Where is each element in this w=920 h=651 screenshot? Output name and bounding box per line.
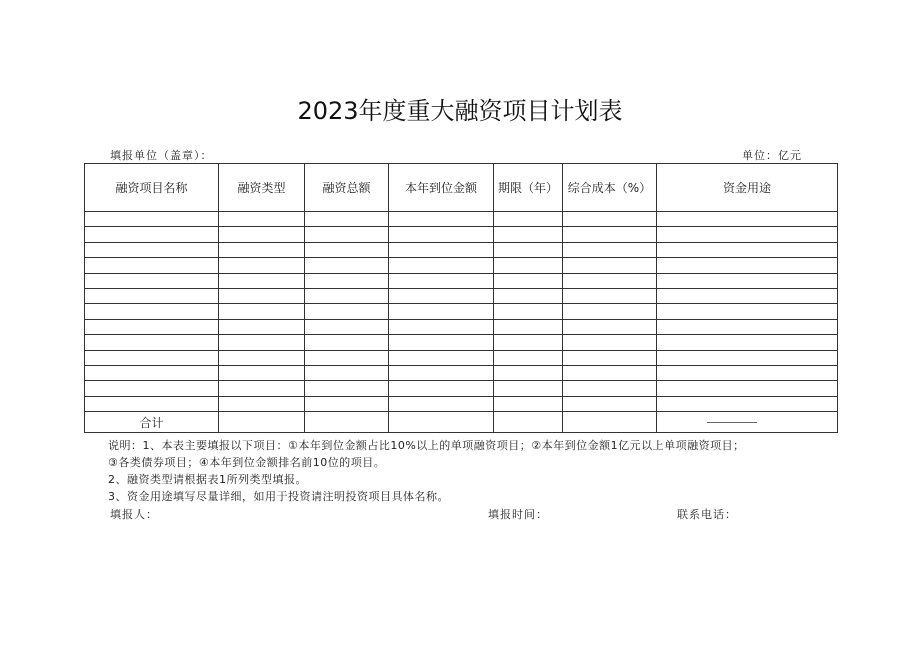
table-cell[interactable] <box>657 365 838 380</box>
table-cell[interactable] <box>305 396 389 411</box>
table-row <box>85 273 838 288</box>
table-cell[interactable] <box>85 319 219 334</box>
table-cell[interactable] <box>563 350 657 365</box>
table-cell[interactable] <box>389 381 494 396</box>
table-cell[interactable] <box>85 304 219 319</box>
table-cell[interactable] <box>563 242 657 257</box>
table-cell[interactable] <box>389 227 494 242</box>
table-cell[interactable] <box>563 396 657 411</box>
table-cell[interactable] <box>389 288 494 303</box>
contact-phone-label: 联系电话： <box>677 508 737 521</box>
table-cell[interactable] <box>219 242 305 257</box>
table-cell[interactable] <box>389 365 494 380</box>
table-cell[interactable] <box>494 304 563 319</box>
table-cell[interactable] <box>563 365 657 380</box>
table-cell[interactable] <box>657 396 838 411</box>
table-cell[interactable] <box>657 335 838 350</box>
table-row <box>85 335 838 350</box>
table-cell[interactable] <box>563 304 657 319</box>
table-cell[interactable] <box>219 396 305 411</box>
table-cell[interactable] <box>389 304 494 319</box>
table-cell[interactable] <box>657 242 838 257</box>
table-cell[interactable] <box>563 412 657 433</box>
table-row <box>85 381 838 396</box>
table-cell[interactable] <box>85 212 219 227</box>
table-row <box>85 288 838 303</box>
table-cell[interactable] <box>494 273 563 288</box>
table-cell[interactable] <box>85 335 219 350</box>
header-fund-usage: 资金用途 <box>657 164 838 212</box>
table-cell[interactable] <box>657 412 838 433</box>
table-cell[interactable] <box>305 304 389 319</box>
table-cell[interactable] <box>389 396 494 411</box>
table-cell[interactable] <box>305 242 389 257</box>
table-cell[interactable] <box>494 412 563 433</box>
table-cell[interactable] <box>494 258 563 273</box>
table-header-row <box>85 164 838 212</box>
table-cell[interactable] <box>657 381 838 396</box>
currency-unit-label: 单位：亿元 <box>742 149 802 162</box>
table-cell[interactable] <box>219 335 305 350</box>
table-cell[interactable] <box>563 288 657 303</box>
table-cell[interactable] <box>494 350 563 365</box>
filler-label: 填报人： <box>110 508 158 521</box>
table-cell[interactable] <box>219 365 305 380</box>
table-cell[interactable] <box>563 381 657 396</box>
table-cell[interactable] <box>494 212 563 227</box>
table-row <box>85 212 838 227</box>
table-cell[interactable] <box>85 381 219 396</box>
table-cell[interactable] <box>219 350 305 365</box>
table-cell[interactable] <box>305 273 389 288</box>
header-term: 期限（年） <box>494 164 563 212</box>
table-cell[interactable] <box>494 288 563 303</box>
table-cell[interactable] <box>657 350 838 365</box>
table-cell[interactable] <box>563 273 657 288</box>
table-cell[interactable] <box>305 288 389 303</box>
table-cell[interactable] <box>85 242 219 257</box>
table-cell[interactable] <box>305 212 389 227</box>
table-cell[interactable] <box>563 227 657 242</box>
table-cell[interactable] <box>305 381 389 396</box>
table-row <box>85 350 838 365</box>
table-cell[interactable] <box>305 335 389 350</box>
table-cell[interactable] <box>85 227 219 242</box>
table-row <box>85 304 838 319</box>
table-cell[interactable] <box>85 258 219 273</box>
fill-time-label: 填报时间： <box>488 508 548 521</box>
table-total-row <box>85 412 838 433</box>
table-cell[interactable] <box>389 412 494 433</box>
table-cell[interactable] <box>494 227 563 242</box>
table-cell[interactable] <box>494 319 563 334</box>
page-title: 2023年度重大融资项目计划表 <box>297 97 623 125</box>
table-cell[interactable] <box>657 258 838 273</box>
table-cell[interactable] <box>389 319 494 334</box>
header-financing-total: 融资总额 <box>305 164 389 212</box>
header-cost: 综合成本（%） <box>563 164 657 212</box>
notes-section <box>108 437 808 505</box>
table-cell[interactable] <box>305 319 389 334</box>
table-cell[interactable] <box>494 335 563 350</box>
table-cell[interactable] <box>305 412 389 433</box>
table-cell[interactable] <box>219 212 305 227</box>
table-cell[interactable] <box>494 242 563 257</box>
table-cell[interactable] <box>219 381 305 396</box>
table-cell[interactable] <box>657 288 838 303</box>
table-cell[interactable] <box>305 258 389 273</box>
table-cell[interactable] <box>494 381 563 396</box>
table-cell[interactable] <box>389 350 494 365</box>
table-cell[interactable] <box>389 212 494 227</box>
reporting-unit-label: 填报单位（盖章）： <box>110 149 213 162</box>
table-cell[interactable] <box>657 304 838 319</box>
table-cell[interactable] <box>389 335 494 350</box>
table-cell[interactable] <box>219 304 305 319</box>
underline-mark <box>707 422 757 423</box>
table-row <box>85 258 838 273</box>
table-cell[interactable] <box>219 412 305 433</box>
table-cell[interactable] <box>389 273 494 288</box>
table-cell[interactable] <box>657 273 838 288</box>
table-cell[interactable] <box>657 227 838 242</box>
note-line: ③各类债券项目；④本年到位金额排名前10位的项目。 <box>108 456 386 469</box>
table-cell[interactable] <box>305 227 389 242</box>
note-line: 说明：1、本表主要填报以下项目：①本年到位金额占比10%以上的单项融资项目；②本年到位金额1亿元以上单项融资项目； <box>108 439 745 452</box>
table-cell[interactable] <box>389 242 494 257</box>
total-label: 合计 <box>85 412 219 433</box>
header-financing-type: 融资类型 <box>219 164 305 212</box>
table-row <box>85 227 838 242</box>
table-row <box>85 396 838 411</box>
table-cell[interactable] <box>85 288 219 303</box>
table-cell[interactable] <box>85 365 219 380</box>
table-cell[interactable] <box>219 258 305 273</box>
header-annual-amount: 本年到位金额 <box>389 164 494 212</box>
table-cell[interactable] <box>494 396 563 411</box>
table-cell[interactable] <box>657 212 838 227</box>
table-cell[interactable] <box>563 258 657 273</box>
table-cell[interactable] <box>85 273 219 288</box>
note-line: 2、融资类型请根据表1所列类型填报。 <box>108 473 307 486</box>
table-cell[interactable] <box>305 350 389 365</box>
table-row <box>85 365 838 380</box>
table-row <box>85 242 838 257</box>
table-row <box>85 319 838 334</box>
note-line: 3、资金用途填写尽量详细，如用于投资请注明投资项目具体名称。 <box>108 490 449 503</box>
table-cell[interactable] <box>305 365 389 380</box>
table-cell[interactable] <box>494 365 563 380</box>
table-cell[interactable] <box>85 350 219 365</box>
table-cell[interactable] <box>657 319 838 334</box>
table-cell[interactable] <box>563 212 657 227</box>
financing-plan-table <box>84 163 838 433</box>
table-cell[interactable] <box>563 335 657 350</box>
table-cell[interactable] <box>85 396 219 411</box>
table-cell[interactable] <box>219 227 305 242</box>
table-cell[interactable] <box>219 319 305 334</box>
table-cell[interactable] <box>389 258 494 273</box>
table-cell[interactable] <box>219 288 305 303</box>
header-project-name: 融资项目名称 <box>85 164 219 212</box>
table-cell[interactable] <box>219 273 305 288</box>
table-cell[interactable] <box>563 319 657 334</box>
